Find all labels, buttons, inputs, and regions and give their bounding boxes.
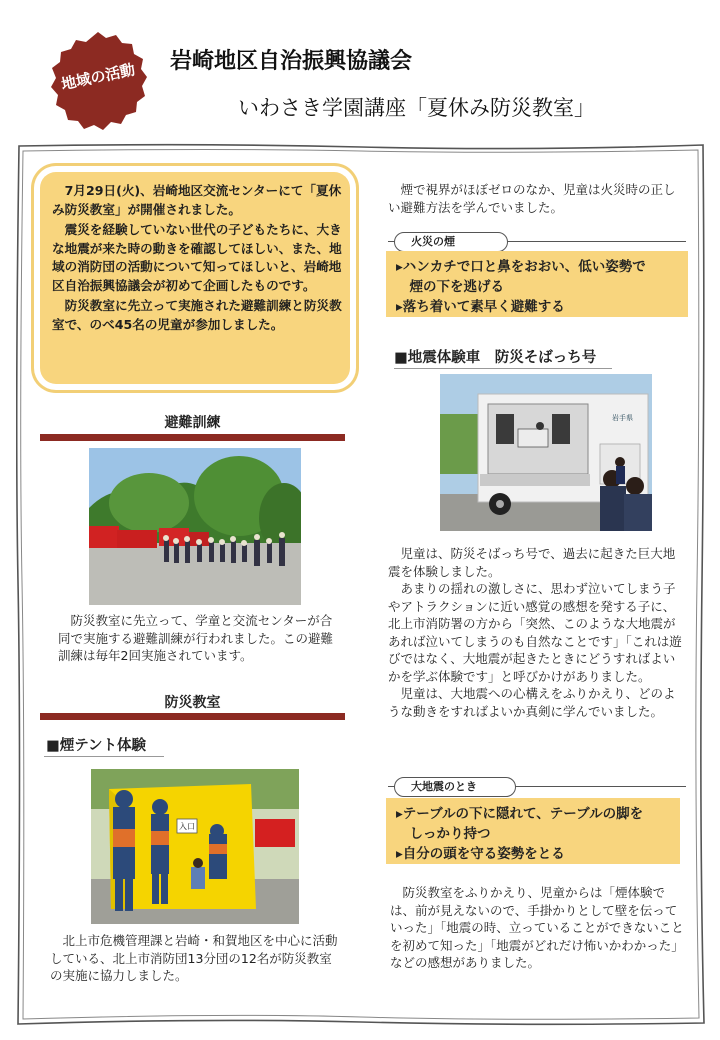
smoke-tent-text xyxy=(50,932,340,985)
fire-tips-box xyxy=(386,251,688,317)
quake-tip-1-cont: しっかり持つ xyxy=(396,826,491,842)
big-quake-tag: 大地震のとき xyxy=(394,777,516,797)
bosai-heading: 防災教室 xyxy=(164,695,221,711)
smoke-intro-text xyxy=(388,181,684,216)
summary-participants-text: 防災教室に先立って実施された避難訓練と防災教室で、のべ45名の児童が参加しました。 xyxy=(52,298,342,332)
heading-underline xyxy=(44,756,164,757)
fire-smoke-tag: 火災の煙 xyxy=(394,232,508,252)
truck-logo: 岩手県 xyxy=(612,414,633,422)
quake-paragraph-3: 児童は、大地震への心構えをふりかえり、どのような動きをすればよいか真剣に学んでいました。 xyxy=(388,686,676,719)
smoke-intro-paragraph: 煙で視界がほぼゼロのなか、児童は火災時の正しい避難方法を学んでいました。 xyxy=(388,182,676,215)
closing-text xyxy=(390,884,684,972)
section-bar xyxy=(40,713,345,720)
evacuation-paragraph: 防災教室に先立って、学童と交流センターが合同で実施する避難訓練が行われました。この避難訓練は毎年2回実施されています。 xyxy=(58,613,334,663)
evacuation-drill-photo xyxy=(89,448,301,605)
evacuation-text xyxy=(58,612,338,665)
quake-tips-box xyxy=(386,798,680,864)
evacuation-heading: 避難訓練 xyxy=(164,415,221,431)
fire-tip-2: ▸落ち着いて素早く避難する xyxy=(396,299,565,315)
summary-date-text: 7月29日(火)、岩崎地区交流センターにて「夏休み防災教室」が開催されました。 xyxy=(52,183,342,217)
quake-paragraph-1: 児童は、防災そばっち号で、過去に起きた巨大地震を体験しました。 xyxy=(388,546,676,579)
fire-tip-1: ▸ハンカチで口と鼻をおおい、低い姿勢で xyxy=(396,259,646,275)
smoke-tent-heading: ■煙テント体験 xyxy=(46,738,146,754)
quake-tip-2: ▸自分の頭を守る姿勢をとる xyxy=(396,846,565,862)
fire-tip-1-cont: 煙の下を逃げる xyxy=(396,279,504,295)
smoke-tent-paragraph: 北上市危機管理課と岩崎・和賀地区を中心に活動している、北上市消防団13分団の12名が防災教室の実施に協力しました。 xyxy=(50,933,338,983)
smoke-tent-photo xyxy=(91,769,299,924)
quake-truck-photo xyxy=(440,374,652,531)
org-title: 岩崎地区自治振興協議会 xyxy=(170,49,413,74)
quake-tip-1: ▸テーブルの下に隠れて、テーブルの脚を xyxy=(396,806,644,822)
summary-purpose-text: 震災を経験していない世代の子どもたちに、大きな地震が来た時の動きを確認してほしい、また、地域の消防団の活動について知ってほしいと、岩崎地区自治振興協議会が初めて企画したものです。 xyxy=(52,222,342,293)
badge-label: 地域の活動 xyxy=(59,60,137,94)
event-title: いわさき学園講座「夏休み防災教室」 xyxy=(238,96,595,120)
summary-box xyxy=(40,172,350,384)
closing-paragraph: 防災教室をふりかえり、児童からは「煙体験では、前が見えないので、手掛かりとして壁を伝っていった」「地震の時、立っていることができないことを初めて知った」「地震がどれだけ怖いかわかった」などの感想がありました。 xyxy=(390,885,684,970)
section-bar xyxy=(40,434,345,441)
heading-underline xyxy=(394,368,612,369)
quake-truck-heading: ■地震体験車 防災そばっち号 xyxy=(394,350,597,366)
quake-paragraph-2: あまりの揺れの激しさに、思わず泣いてしまう子やアトラクションに近い感覚の感想を発する子に、北上市消防署の方から「突然、このような大地震があれば泣いてしまうのも自然なことです」「これは遊びではなく、大地震が起きたときにどうすればよいかを学ぶ体験です」と呼びかけがありました。 xyxy=(388,581,682,684)
tent-sign: 入口 xyxy=(179,822,195,831)
quake-text xyxy=(388,545,686,720)
